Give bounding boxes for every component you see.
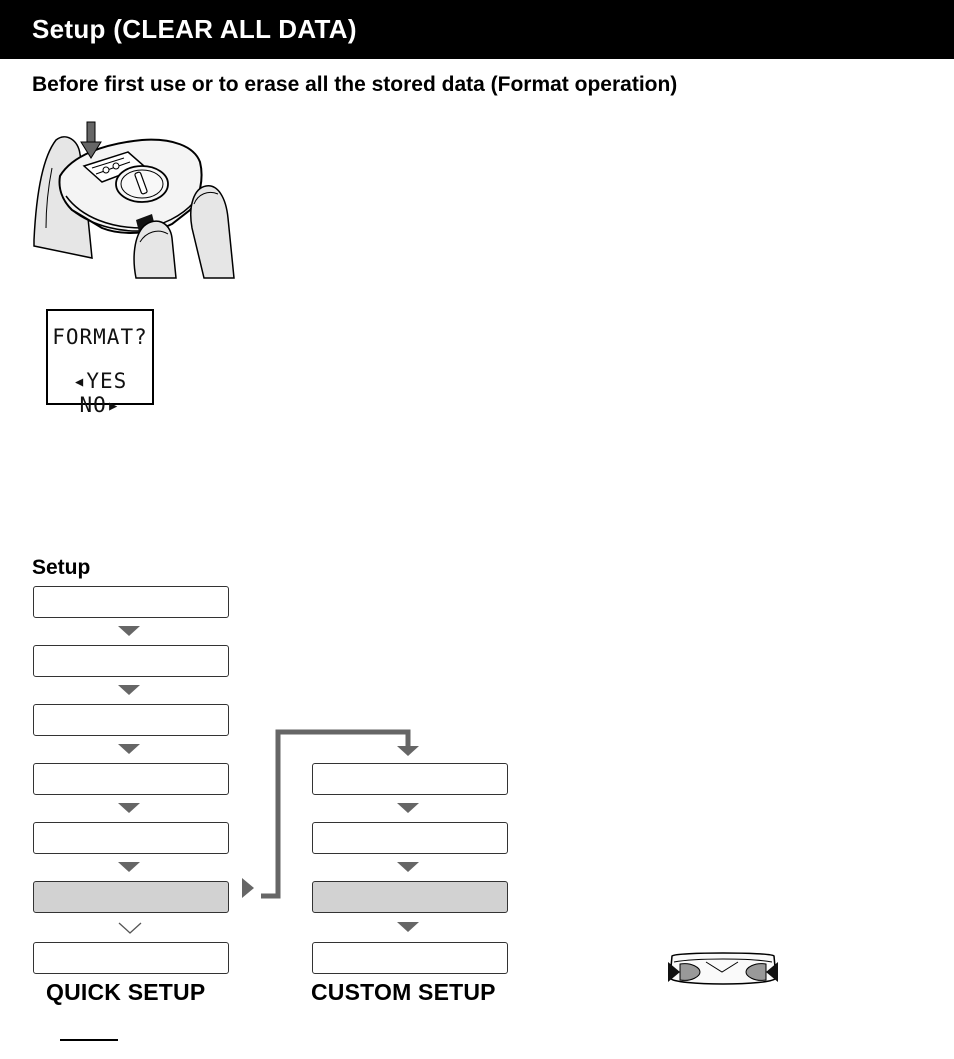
lcd-display — [46, 309, 154, 417]
custom-setup-step-2 — [312, 822, 508, 854]
down-arrow-icon — [118, 685, 140, 695]
lcd-line-1: FORMAT? — [52, 325, 148, 349]
quick-setup-step-3 — [33, 704, 229, 736]
quick-setup-step-2 — [33, 645, 229, 677]
down-arrow-icon — [118, 803, 140, 813]
chevron-down-icon — [118, 921, 142, 935]
quick-setup-label: QUICK SETUP — [46, 979, 206, 1005]
quick-setup-step-5 — [33, 822, 229, 854]
branch-connector — [238, 726, 428, 906]
device-in-hands-illustration — [32, 118, 244, 282]
lcd-line-2: ◂YES NO▸ — [72, 369, 128, 417]
down-arrow-icon — [118, 744, 140, 754]
custom-setup-label: CUSTOM SETUP — [311, 979, 496, 1005]
down-arrow-icon — [397, 862, 419, 872]
page-title: Setup (CLEAR ALL DATA) — [32, 14, 357, 44]
footnote-rule — [60, 1039, 118, 1041]
down-arrow-icon — [397, 803, 419, 813]
down-arrow-icon — [118, 862, 140, 872]
quick-setup-step-1 — [33, 586, 229, 618]
custom-setup-step-3-highlighted — [312, 881, 508, 913]
down-arrow-icon — [118, 626, 140, 636]
quick-setup-step-4 — [33, 763, 229, 795]
down-arrow-icon — [397, 922, 419, 932]
setup-heading: Setup — [32, 556, 91, 579]
device-buttons-icon — [666, 948, 780, 990]
quick-setup-step-7 — [33, 942, 229, 974]
custom-setup-step-4 — [312, 942, 508, 974]
custom-setup-step-1 — [312, 763, 508, 795]
format-subheading: Before first use or to erase all the stored data (Format operation) — [32, 73, 678, 96]
quick-setup-step-6-highlighted — [33, 881, 229, 913]
